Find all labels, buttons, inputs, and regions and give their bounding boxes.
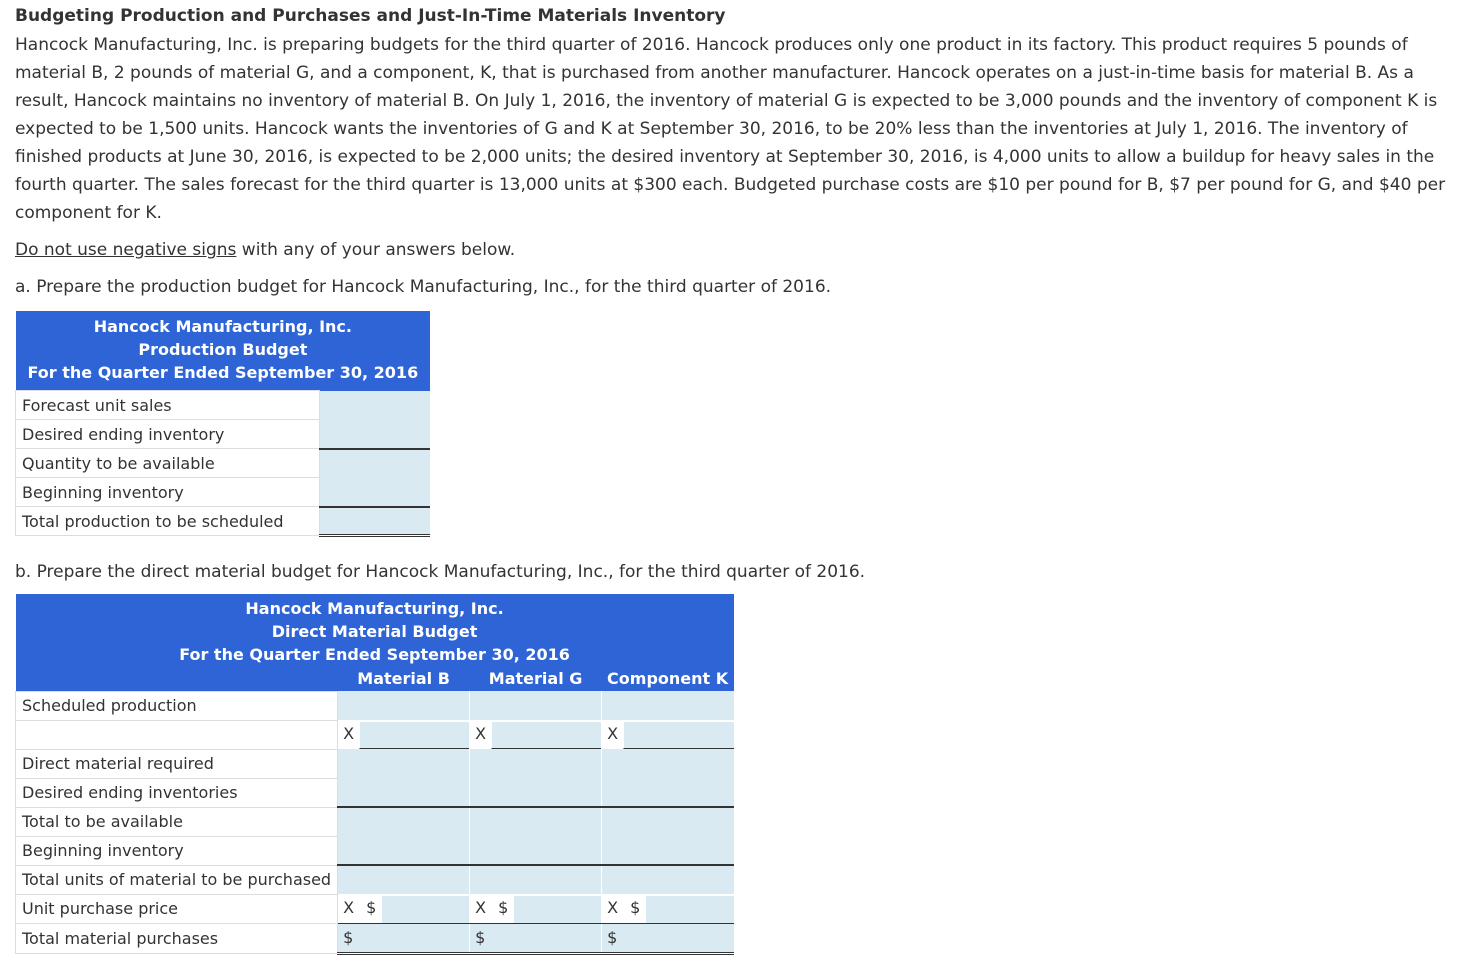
material-required-k-input[interactable] [602,749,734,778]
table-row [16,478,431,507]
row-label: Beginning inventory [16,836,338,865]
dollar-sign: $ [607,927,618,947]
multiply-mark: X [475,724,487,743]
column-header-material-g: Material G [488,669,583,688]
scheduled-production-k-input[interactable] [602,691,734,720]
units-purchased-b-input[interactable] [338,865,470,894]
table-row [16,720,734,749]
ending-inventory-g-input[interactable] [470,778,602,807]
scheduled-production-b-input[interactable] [338,691,470,720]
instructions-note [15,237,1470,263]
unit-price-g-input[interactable] [514,896,601,923]
total-available-b-input[interactable] [338,807,470,836]
row-label: Unit purchase price [16,894,338,923]
total-purchases-k-input[interactable] [623,926,734,952]
units-per-product-k-input[interactable] [623,722,734,749]
pounds-per-unit-b-input[interactable] [359,722,469,749]
multiply-mark: X [475,898,487,917]
note-rest: with any of your answers below. [236,240,516,260]
quantity-available-input[interactable] [320,449,431,478]
units-purchased-k-input[interactable] [602,865,734,894]
direct-material-header [16,594,734,668]
unit-price-k-input[interactable] [646,896,734,923]
direct-material-budget-table [15,594,734,955]
forecast-unit-sales-input[interactable] [320,391,431,420]
row-label: Desired ending inventory [16,420,320,449]
row-label: Total units of material to be purchased [16,865,338,894]
production-budget-table [15,311,430,537]
material-required-b-input[interactable] [338,749,470,778]
row-label: Forecast unit sales [16,391,320,420]
production-budget-header [16,311,431,391]
scheduled-production-g-input[interactable] [470,691,602,720]
column-header-material-b: Material B [357,669,450,688]
company-name: Hancock Manufacturing, Inc. [245,599,504,618]
company-name: Hancock Manufacturing, Inc. [93,317,352,336]
ending-inventory-k-input[interactable] [602,778,734,807]
dollar-sign: $ [366,898,377,917]
problem-container [15,5,1470,299]
units-purchased-g-input[interactable] [470,865,602,894]
dollar-sign: $ [343,927,354,947]
pounds-per-unit-g-input[interactable] [491,722,601,749]
multiply-mark: X [607,724,619,743]
table-row [16,778,734,807]
dollar-sign: $ [630,898,641,917]
dollar-sign: $ [475,927,486,947]
table-row [16,749,734,778]
table-row [16,391,431,420]
beginning-inventory-k-input[interactable] [602,836,734,865]
row-label: Total to be available [16,807,338,836]
question-a: a. Prepare the production budget for Hancock Manufacturing, Inc., for the third quarter of 2016. [15,277,832,297]
total-available-g-input[interactable] [470,807,602,836]
row-label [16,720,338,749]
beginning-inventory-input[interactable] [320,478,431,507]
total-purchases-b-input[interactable] [359,926,469,952]
material-required-g-input[interactable] [470,749,602,778]
row-label: Total material purchases [16,923,338,953]
total-production-input[interactable] [320,507,431,536]
beginning-inventory-g-input[interactable] [470,836,602,865]
table-row [16,923,734,953]
budget-name: Direct Material Budget [271,622,478,641]
total-available-k-input[interactable] [602,807,734,836]
table-row [16,420,431,449]
multiply-mark: X [343,724,355,743]
table-row [16,836,734,865]
note-underlined: Do not use negative signs [15,240,237,260]
row-label: Direct material required [16,749,338,778]
multiply-mark: X [607,898,619,917]
table-row [16,449,431,478]
unit-price-b-input[interactable] [382,896,469,923]
row-label: Total production to be scheduled [16,507,320,536]
ending-inventory-b-input[interactable] [338,778,470,807]
question-b: b. Prepare the direct material budget for Hancock Manufacturing, Inc., for the third quarter of 2016. [15,562,866,582]
table-row [16,894,734,923]
table-row [16,807,734,836]
budget-period: For the Quarter Ended September 30, 2016 [179,645,570,664]
budget-name: Production Budget [138,340,308,359]
row-label: Scheduled production [16,691,338,720]
desired-ending-inventory-input[interactable] [320,420,431,449]
budget-period: For the Quarter Ended September 30, 2016 [27,363,419,382]
row-label: Quantity to be available [16,449,320,478]
column-header-component-k: Component K [607,669,729,688]
table-row [16,691,734,720]
problem-text: Hancock Manufacturing, Inc. is preparing budgets for the third quarter of 2016. Hancock produces only one product in its factory. This product requires 5 pounds of material B, 2 pounds of material G, and a component, K, that is purchased from another manufacturer. Hancock operates on a just-in-time basis for material B. As a result, Hancock maintains no inventory of material B. On July 1, 2016, the inventory of material G is expected to be 3,000 pounds and the inventory of component K is expected to be 1,500 units. Hancock wants the inventories of G and K at September 30, 2016, to be 20% less than the inventories at July 1, 2016. The inventory of finished products at June 30, 2016, is expected to be 2,000 units; the desired inventory at September 30, 2016, is 4,000 units to allow a buildup for heavy sales in the fourth quarter. The sales forecast for the third quarter is 13,000 units at $300 each. Budgeted purchase costs are $10 per pound for B, $7 per pound for G, and $40 per component for K. [15,35,1446,223]
table-row [16,865,734,894]
dollar-sign: $ [498,898,509,917]
total-purchases-g-input[interactable] [491,926,601,952]
problem-title: Budgeting Production and Purchases and Just-In-Time Materials Inventory [15,6,726,26]
multiply-mark: X [343,898,355,917]
row-label: Desired ending inventories [16,778,338,807]
table-row [16,507,431,536]
beginning-inventory-b-input[interactable] [338,836,470,865]
row-label: Beginning inventory [16,478,320,507]
